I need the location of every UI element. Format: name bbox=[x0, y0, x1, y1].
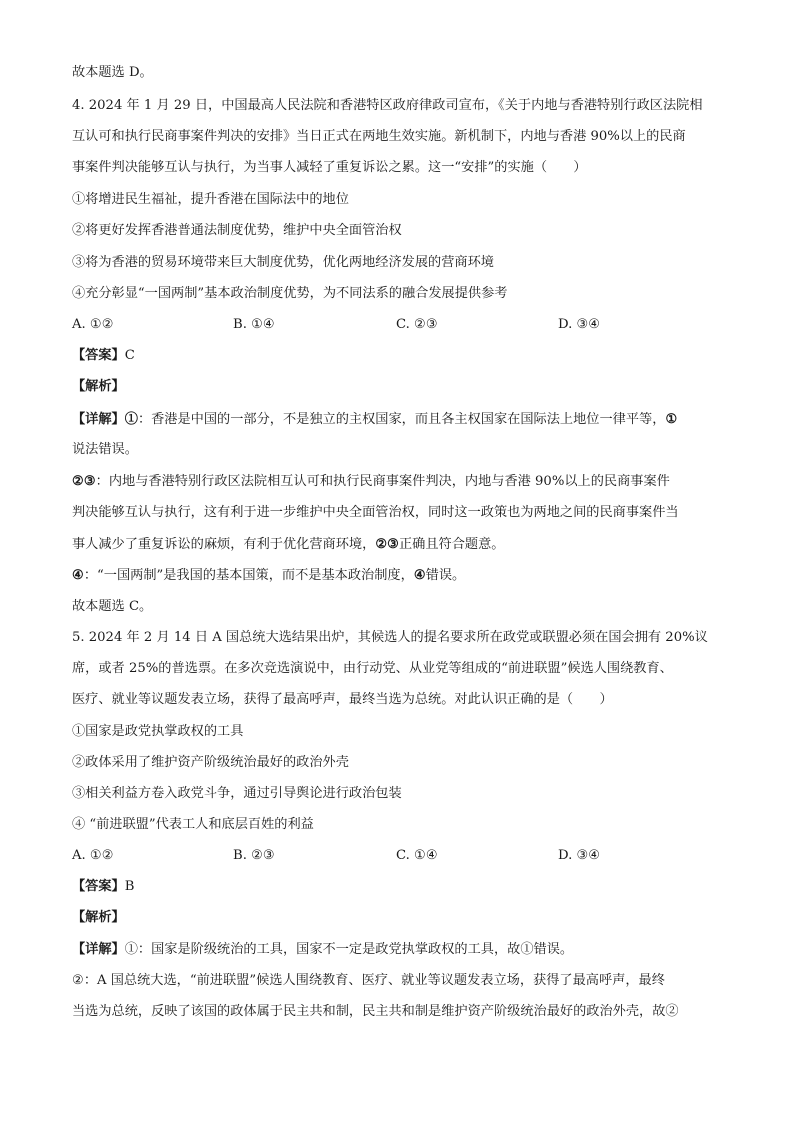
q5-statement-4: ④ “前进联盟”代表工人和底层百姓的利益 bbox=[72, 817, 314, 832]
q5-statement-3: ③相关利益方卷入政党斗争，通过引导舆论进行政治包装 bbox=[72, 786, 402, 801]
q4-answer bbox=[72, 346, 135, 366]
q4-stem-line-2: 互认可和执行民商事案件判决的安排》当日正式在两地生效实施。新机制下，内地与香港 90%以上的民商 bbox=[72, 129, 686, 144]
q5-option-c: C. ①④ bbox=[396, 848, 438, 863]
q4-answer-value: C bbox=[124, 348, 135, 363]
q4-statement-3: ③将为香港的贸易环境带来巨大制度优势，优化两地经济发展的营商环境 bbox=[72, 255, 494, 270]
q4-detail-text-4b: 错误。 bbox=[425, 568, 466, 583]
q5-answer-label: 【答案】 bbox=[72, 879, 125, 894]
q4-statement-2: ②将更好发挥香港普通法制度优势，维护中央全面管治权 bbox=[72, 223, 402, 238]
q5-detail-label: 【详解】 bbox=[72, 942, 125, 957]
q4-answer-label: 【答案】 bbox=[72, 348, 125, 363]
q4-detail-label: 【详解】 bbox=[72, 412, 125, 427]
q5-option-b: B. ②③ bbox=[233, 848, 275, 863]
q5-stem-line-2: 席，或者 25%的普选票。在多次竞选演说中，由行动党、从业党等组成的“前进联盟”候选人围绕教育、 bbox=[72, 661, 673, 676]
q5-answer bbox=[72, 877, 134, 897]
q4-detail-mark-1b: ① bbox=[665, 412, 678, 427]
q4-conclusion: 故本题选 C。 bbox=[72, 599, 153, 614]
q4-option-d: D. ③④ bbox=[558, 317, 601, 332]
q4-stem-line-3: 事案件判决能够互认与执行，为当事人减轻了重复诉讼之累。这一“安排”的实施（ ） bbox=[72, 160, 587, 175]
q5-statement-1: ①国家是政党执掌政权的工具 bbox=[72, 724, 244, 739]
q5-answer-value: B bbox=[124, 879, 135, 894]
q4-detail-mark-1: ① bbox=[124, 412, 138, 427]
q4-statement-4: ④充分彰显“一国两制”基本政治制度优势，为不同法系的融合发展提供参考 bbox=[72, 286, 508, 301]
q5-statement-2: ②政体采用了维护资产阶级统治最好的政治外壳 bbox=[72, 755, 349, 770]
q4-detail-line-6 bbox=[72, 566, 465, 586]
q5-option-a: A. ①② bbox=[72, 848, 114, 863]
q4-detail-text-1: ：香港是中国的一部分，不是独立的主权国家，而且各主权国家在国际法上地位一律平等， bbox=[137, 412, 666, 427]
q4-detail-mark-4: ④ bbox=[72, 568, 84, 583]
q4-detail-line-1 bbox=[72, 410, 677, 430]
q4-detail-line-4: 判决能够互认与执行，这有利于进一步维护中央全面管治权，同时这一政策也为两地之间的民商事案件当 bbox=[72, 505, 679, 520]
q5-stem-line-3: 医疗、就业等议题发表立场，获得了最高呼声，最终当选为总统。对此认识正确的是（ ） bbox=[72, 692, 613, 707]
q4-detail-text-2: ：内地与香港特别行政区法院相互认可和执行民商事案件判决，内地与香港 90%以上的民商事案件 bbox=[95, 474, 670, 489]
q4-option-b: B. ①④ bbox=[233, 317, 275, 332]
q5-detail-line-1 bbox=[72, 940, 573, 960]
q4-detail-mark-3: ②③ bbox=[375, 537, 399, 552]
q5-option-d: D. ③④ bbox=[558, 848, 601, 863]
q3-conclusion: 故本题选 D。 bbox=[72, 65, 153, 80]
q4-detail-text-3a: 事人减少了重复诉讼的麻烦，有利于优化营商环境， bbox=[72, 537, 376, 552]
q4-detail-line-5 bbox=[72, 535, 504, 555]
q4-option-c: C. ②③ bbox=[396, 317, 438, 332]
q5-detail-line-3: 当选为总统，反映了该国的政体属于民主共和制，民主共和制是维护资产阶级统治最好的政治外壳，故② bbox=[72, 1004, 679, 1019]
q4-statement-1: ①将增进民生福祉，提升香港在国际法中的地位 bbox=[72, 192, 349, 207]
q5-stem-line-1: 5. 2024 年 2 月 14 日 A 国总统大选结果出炉，其候选人的提名要求所在政党或联盟必须在国会拥有 20%议 bbox=[72, 630, 708, 645]
q4-detail-line-2: 说法错误。 bbox=[72, 442, 138, 457]
q4-analysis-label: 【解析】 bbox=[72, 379, 125, 394]
q4-detail-text-4a: ：“一国两制”是我国的基本国策，而不是基本政治制度， bbox=[83, 568, 414, 583]
q4-detail-line-3 bbox=[72, 472, 670, 492]
q5-detail-text-1: ①：国家是阶级统治的工具，国家不一定是政党执掌政权的工具，故①错误。 bbox=[124, 942, 574, 957]
q4-detail-mark-4b: ④ bbox=[413, 568, 426, 583]
q5-detail-line-2: ②：A 国总统大选，“前进联盟”候选人围绕教育、医疗、就业等议题发表立场，获得了最高呼声，最终 bbox=[72, 973, 665, 988]
q5-analysis-label: 【解析】 bbox=[72, 910, 125, 925]
q4-detail-mark-2: ②③ bbox=[72, 474, 96, 489]
q4-option-a: A. ①② bbox=[72, 317, 114, 332]
q4-stem-line-1: 4. 2024 年 1 月 29 日，中国最高人民法院和香港特区政府律政司宣布，《关于内地与香港特别行政区法院相 bbox=[72, 98, 703, 113]
q4-detail-text-3b: 正确且符合题意。 bbox=[398, 537, 505, 552]
